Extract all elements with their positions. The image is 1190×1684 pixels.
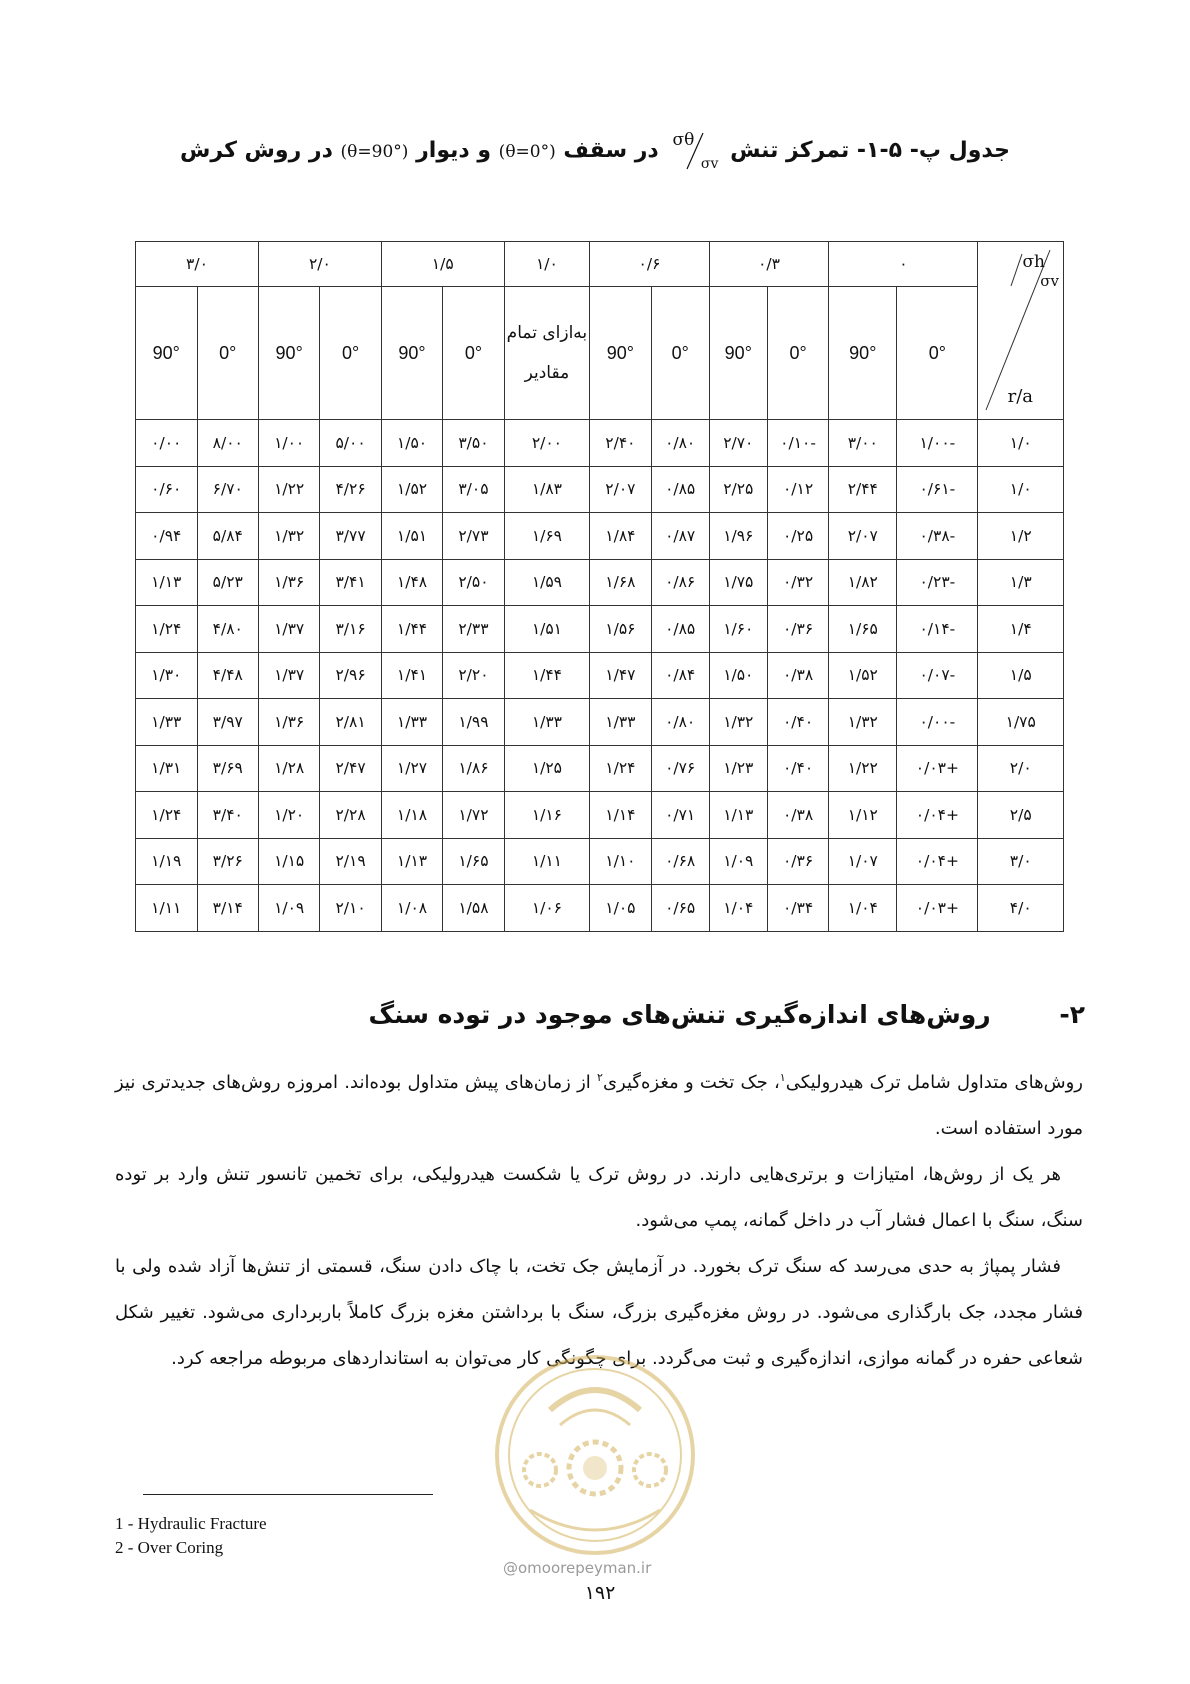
table-cell: ۱/۶۵ [829,606,897,653]
table-cell: ۱/۱۶ [504,792,590,839]
table-cell: ۲/۷۰ [709,420,767,467]
angle-header: 90° [258,287,319,420]
table-cell: ۱/۹۶ [709,513,767,560]
table-row [136,792,1064,839]
paragraph-2: هر یک از روش‌ها، امتیازات و برتری‌هایی دارند. در روش ترک یا شکست هیدرولیکی، برای تخمین تانسور تنش وارد بر توده سنگ، سنگ با اعمال فشار آب در داخل گمانه، پمپ می‌شود. [115,1164,1083,1231]
table-cell: ۱/۳۷ [258,606,319,653]
table-cell: ۱/۵۰ [709,652,767,699]
table-cell: ۱/۳۳ [136,699,198,746]
footnote-divider [143,1494,433,1495]
table-cell: ۲/۴۴ [829,466,897,513]
table-cell: ۱/۷۵ [709,559,767,606]
table-cell: ۳/۲۶ [197,838,258,885]
table-cell: ۲/۰۷ [590,466,651,513]
table-cell: ۰/۶۵ [651,885,709,932]
group-header: ۲/۰ [258,242,381,287]
table-cell: -۰/۶۱ [897,466,978,513]
table-cell: ۱/۱۱ [504,838,590,885]
table-cell: ۰/۳۸ [767,792,828,839]
paragraph-3: فشار پمپاژ به حدی می‌رسد که سنگ ترک بخورد. در آزمایش جک تخت، با چاک دادن سنگ، قسمتی از تنش‌ها آزاد شده ولی با فشار مجدد، جک بارگذاری می‌شود. در روش مغزه‌گیری بزرگ، سنگ با برداشتن مغزه بزرگ کاملاً باربرداری می‌شود. تغییر شکل شعاعی حفره در گمانه موازی، اندازه‌گیری و ثبت می‌گردد. برای چگونگی کار می‌توان به استانداردهای مربوطه مراجعه کرد. [115,1256,1083,1369]
row-r-over-a-cell: ۲/۵ [978,792,1064,839]
table-title [160,130,1030,172]
angle-header: 90° [136,287,198,420]
table-cell: ۰/۸۴ [651,652,709,699]
table-cell: +۰/۰۳ [897,885,978,932]
table-cell: -۰/۱۰ [767,420,828,467]
table-cell: ۳/۶۹ [197,745,258,792]
table-cell: ۱/۹۹ [443,699,504,746]
row-r-over-a-cell: ۱/۲ [978,513,1064,560]
table-cell: ۲/۲۸ [320,792,381,839]
table-cell: ۳/۰۵ [443,466,504,513]
table-cell: ۰/۸۰ [651,699,709,746]
angle-header: 90° [709,287,767,420]
table-cell: ۱/۶۸ [590,559,651,606]
table-row [136,559,1064,606]
table-cell: ۱/۱۰ [590,838,651,885]
table-cell: ۱/۱۱ [136,885,198,932]
table-cell: ۶/۷۰ [197,466,258,513]
footnote-ref-2[interactable]: ۲ [597,1071,603,1084]
table-cell: ۱/۱۳ [709,792,767,839]
table-cell: ۵/۰۰ [320,420,381,467]
table-cell: ۱/۱۸ [381,792,442,839]
table-cell: ۱/۰۶ [504,885,590,932]
table-cell: ۴/۸۰ [197,606,258,653]
angle-header: 0° [897,287,978,420]
corner-sigma-v: σv [1040,272,1059,290]
table-cell: ۸/۰۰ [197,420,258,467]
stress-ratio-fraction [666,130,722,172]
table-cell: ۱/۱۲ [829,792,897,839]
table-cell: ۱/۳۲ [709,699,767,746]
table-cell: ۱/۶۰ [709,606,767,653]
footnote-ref-1[interactable]: ۱ [779,1071,786,1084]
paragraph-1-text-b: ، جک تخت و مغزه‌گیری [602,1072,780,1093]
table-cell: ۱/۳۳ [381,699,442,746]
table-cell: ۰/۳۴ [767,885,828,932]
watermark-text: @omoorepeyman.ir [503,1559,652,1577]
table-cell: ۴/۲۶ [320,466,381,513]
table-row [136,466,1064,513]
title-part-2: در سقف [563,138,659,163]
table-cell: ۱/۲۸ [258,745,319,792]
table-cell: ۳/۰۰ [829,420,897,467]
table-cell: ۰/۴۰ [767,699,828,746]
title-condition-roof: (θ=0°) [498,142,556,162]
table-cell: ۲/۳۳ [443,606,504,653]
table-cell: ۲/۸۱ [320,699,381,746]
table-cell: ۱/۰۵ [590,885,651,932]
table-cell: ۰/۸۵ [651,606,709,653]
angle-header: 0° [767,287,828,420]
row-r-over-a-cell: ۱/۴ [978,606,1064,653]
table-cell: ۳/۹۷ [197,699,258,746]
row-r-over-a-cell: ۱/۵ [978,652,1064,699]
table-cell: ۱/۳۷ [258,652,319,699]
table-cell: ۱/۳۱ [136,745,198,792]
table-cell: ۰/۶۰ [136,466,198,513]
fraction-numerator: σθ [672,130,695,150]
table-cell: ۱/۲۷ [381,745,442,792]
table-cell: ۱/۲۳ [709,745,767,792]
table-cell: ۲/۵۰ [443,559,504,606]
corner-sigma-h: σh [1022,252,1045,272]
title-part-4: در روش کرش [180,138,333,163]
section-heading [369,1000,1085,1029]
table-row [136,420,1064,467]
table-cell: ۱/۲۴ [136,606,198,653]
group-header: ۰ [829,242,978,287]
group-header: ۰/۳ [709,242,829,287]
angle-header: 0° [197,287,258,420]
table-cell: ۲/۹۶ [320,652,381,699]
paragraph-1-text-c: از زمان‌های پیش متداول بوده‌اند. امروزه روش‌های جدیدتری نیز مورد استفاده است. [115,1072,1083,1139]
group-header: ۰/۶ [590,242,710,287]
body-text [115,1055,1083,1382]
table-row [136,745,1064,792]
table-cell: +۰/۰۳ [897,745,978,792]
corner-r-over-a: r/a [1007,386,1033,407]
table-cell: ۱/۶۹ [504,513,590,560]
table-cell: ۰/۱۲ [767,466,828,513]
angle-header: 0° [443,287,504,420]
table-cell: ۰/۷۶ [651,745,709,792]
table-cell: ۴/۴۸ [197,652,258,699]
table-cell: -۰/۰۰ [897,699,978,746]
group-header: ۳/۰ [136,242,259,287]
table-cell: ۰/۳۶ [767,838,828,885]
table-cell: ۱/۳۲ [258,513,319,560]
table-cell: ۱/۵۲ [381,466,442,513]
watermark-logo-icon [480,1350,710,1560]
angle-header: 0° [320,287,381,420]
table-cell: ۳/۴۰ [197,792,258,839]
table-cell: ۱/۸۴ [590,513,651,560]
table-cell: ۱/۵۹ [504,559,590,606]
table-row [136,885,1064,932]
table-cell: ۰/۳۸ [767,652,828,699]
title-part-3: و دیوار [416,138,491,163]
table-cell: ۱/۰۷ [829,838,897,885]
row-r-over-a-cell: ۱/۳ [978,559,1064,606]
table-cell: ۰/۰۰ [136,420,198,467]
table-cell: ۱/۱۳ [381,838,442,885]
all-values-header: به‌ازای تمام مقادیر [504,287,590,420]
table-cell: ۲/۱۰ [320,885,381,932]
table-cell: ۳/۱۶ [320,606,381,653]
table-cell: ۱/۵۶ [590,606,651,653]
table-cell: ۰/۷۱ [651,792,709,839]
fraction-denominator: σv [700,156,719,172]
table-cell: -۰/۳۸ [897,513,978,560]
angle-header: 90° [381,287,442,420]
table-cell: ۳/۱۴ [197,885,258,932]
table-row [136,838,1064,885]
table-cell: ۰/۸۰ [651,420,709,467]
row-r-over-a-cell: ۱/۰ [978,420,1064,467]
table-cell: ۲/۰۰ [504,420,590,467]
table-cell: ۱/۶۵ [443,838,504,885]
table-cell: ۰/۲۵ [767,513,828,560]
table-cell: ۲/۴۷ [320,745,381,792]
table-cell: ۱/۷۲ [443,792,504,839]
table-cell: ۲/۱۹ [320,838,381,885]
table-cell: ۱/۱۴ [590,792,651,839]
table-body [136,420,1064,932]
table-cell: ۱/۲۴ [136,792,198,839]
table-cell: ۱/۲۲ [829,745,897,792]
table-cell: ۱/۵۲ [829,652,897,699]
table-cell: ۲/۰۷ [829,513,897,560]
table-cell: ۱/۳۳ [504,699,590,746]
row-r-over-a-cell: ۴/۰ [978,885,1064,932]
table-cell: ۰/۳۶ [767,606,828,653]
table-cell: ۱/۴۸ [381,559,442,606]
table-cell: ۱/۰۴ [709,885,767,932]
table-row [136,513,1064,560]
row-r-over-a-cell: ۲/۰ [978,745,1064,792]
stress-concentration-table [135,241,1064,932]
angle-header: 0° [651,287,709,420]
table-row [136,652,1064,699]
table-cell: ۱/۴۴ [504,652,590,699]
table-cell: ۱/۵۰ [381,420,442,467]
table-cell: ۱/۳۲ [829,699,897,746]
table-cell: ۱/۳۶ [258,699,319,746]
table-cell: ۵/۸۴ [197,513,258,560]
table-cell: ۰/۶۸ [651,838,709,885]
table-cell: -۰/۱۴ [897,606,978,653]
table-row [136,606,1064,653]
table-cell: ۱/۲۴ [590,745,651,792]
table-cell: ۱/۱۳ [136,559,198,606]
section-title: روش‌های اندازه‌گیری تنش‌های موجود در توده سنگ [368,1000,991,1029]
table-cell: ۳/۴۱ [320,559,381,606]
paragraph-1 [115,1055,1083,1152]
table-cell: ۱/۸۶ [443,745,504,792]
table-cell: ۲/۷۳ [443,513,504,560]
angle-header: 90° [590,287,651,420]
page-number: ۱۹۲ [584,1582,616,1604]
table-cell: ۱/۴۴ [381,606,442,653]
table-cell: ۰/۳۲ [767,559,828,606]
table-cell: ۱/۲۰ [258,792,319,839]
title-part-1: جدول پ- ۵-۱- تمرکز تنش [730,138,1010,163]
table-cell: ۱/۸۲ [829,559,897,606]
table-cell: ۱/۵۱ [381,513,442,560]
table-cell: ۰/۸۶ [651,559,709,606]
title-condition-wall: (θ=90°) [340,142,409,162]
footnote-2: 2 - Over Coring [115,1538,224,1557]
table-cell: ۰/۹۴ [136,513,198,560]
table-cell: ۱/۰۹ [258,885,319,932]
footnote-1: 1 - Hydraulic Fracture [115,1514,267,1533]
table-cell: ۱/۵۱ [504,606,590,653]
table-row [136,699,1064,746]
row-r-over-a-cell: ۱/۷۵ [978,699,1064,746]
table-cell: ۲/۲۰ [443,652,504,699]
group-header: ۱/۵ [381,242,504,287]
table-cell: ۱/۸۳ [504,466,590,513]
table-cell: ۱/۱۵ [258,838,319,885]
table-cell: ۱/۰۰ [258,420,319,467]
table-cell: ۱/۱۹ [136,838,198,885]
table-corner-cell [978,242,1064,420]
table-cell: ۱/۳۰ [136,652,198,699]
table-cell: ۱/۰۸ [381,885,442,932]
table-cell: -۰/۰۷ [897,652,978,699]
group-header: ۱/۰ [504,242,590,287]
table-cell: ۱/۴۷ [590,652,651,699]
row-r-over-a-cell: ۳/۰ [978,838,1064,885]
section-number: ۲- [1059,1000,1085,1029]
table-cell: ۱/۳۳ [590,699,651,746]
table-cell: ۰/۴۰ [767,745,828,792]
table-cell: ۱/۳۶ [258,559,319,606]
table-cell: ۱/۴۱ [381,652,442,699]
table-cell: ۱/۲۲ [258,466,319,513]
table-cell: +۰/۰۴ [897,838,978,885]
table-cell: ۰/۸۵ [651,466,709,513]
table-cell: ۲/۴۰ [590,420,651,467]
table-cell: +۰/۰۴ [897,792,978,839]
angle-header: 90° [829,287,897,420]
table-cell: -۱/۰۰ [897,420,978,467]
footnotes [115,1512,267,1560]
table-cell: ۱/۵۸ [443,885,504,932]
table-cell: ۱/۰۴ [829,885,897,932]
table-cell: -۰/۲۳ [897,559,978,606]
table-cell: ۱/۲۵ [504,745,590,792]
paragraph-1-text-a: روش‌های متداول شامل ترک هیدرولیکی [785,1072,1083,1093]
row-r-over-a-cell: ۱/۰ [978,466,1064,513]
table-cell: ۲/۲۵ [709,466,767,513]
table-cell: ۳/۵۰ [443,420,504,467]
table-cell: ۵/۲۳ [197,559,258,606]
table-cell: ۱/۰۹ [709,838,767,885]
table-cell: ۰/۸۷ [651,513,709,560]
table-cell: ۳/۷۷ [320,513,381,560]
